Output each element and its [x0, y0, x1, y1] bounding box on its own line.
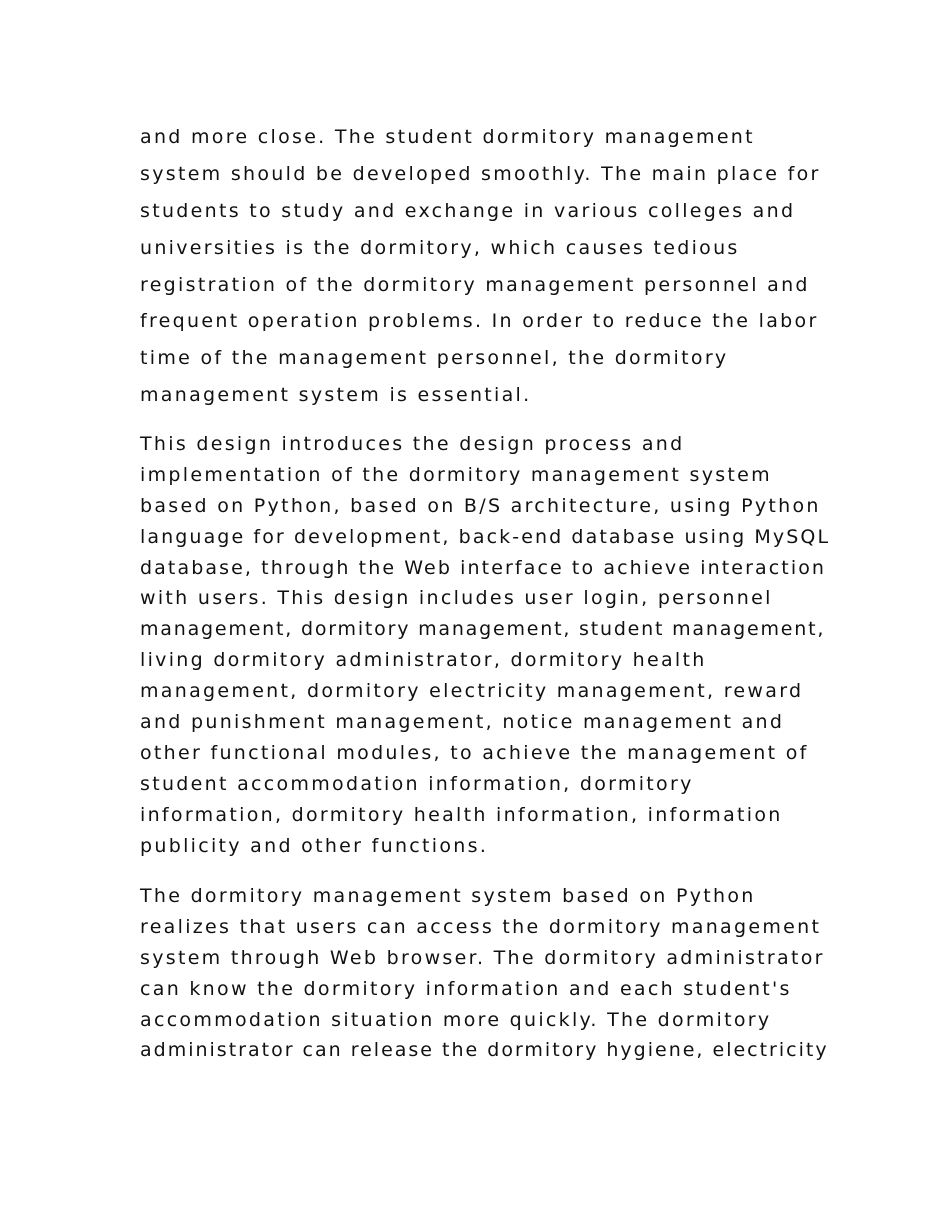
paragraph-line: management system is essential. [140, 384, 532, 407]
paragraph-line: accommodation situation more quickly. The dormitory [140, 1008, 772, 1031]
paragraph-line: publicity and other functions. [140, 834, 489, 857]
paragraph-line: realizes that users can access the dormitory management [140, 915, 822, 938]
paragraph-line: language for development, back-end database using MySQL [140, 525, 831, 548]
paragraph-line: implementation of the dormitory management system [140, 463, 772, 486]
paragraph-line: database, through the Web interface to achieve interaction [140, 556, 827, 579]
paragraph-line: management, dormitory electricity management, reward [140, 680, 804, 703]
paragraph-line: living dormitory administrator, dormitory health [140, 649, 707, 672]
paragraph-line: other functional modules, to achieve the management of [140, 741, 809, 764]
paragraph-design-intro [140, 429, 840, 861]
paragraph-line: management, dormitory management, student management, [140, 618, 826, 641]
paragraph-line: registration of the dormitory management personnel and [140, 273, 810, 296]
paragraph-line: students to study and exchange in various colleges and [140, 199, 796, 222]
paragraph-system-features [140, 881, 840, 1066]
paragraph-line: The dormitory management system based on Python [140, 885, 756, 907]
paragraph-line: frequent operation problems. In order to reduce the labor [140, 310, 819, 333]
paragraph-line: student accommodation information, dormitory [140, 772, 694, 795]
paragraph-line: system should be developed smoothly. The main place for [140, 162, 821, 185]
paragraph-line: with users. This design includes user login, personnel [140, 587, 773, 610]
paragraph-line: information, dormitory health information, information [140, 803, 783, 826]
paragraph-line: based on Python, based on B/S architecture, using Python [140, 494, 821, 517]
paragraph-line: time of the management personnel, the dormitory [140, 347, 729, 370]
paragraph-line: This design introduces the design process and [140, 433, 685, 455]
paragraph-line: can know the dormitory information and each student's [140, 977, 792, 1000]
paragraph-line: universities is the dormitory, which causes tedious [140, 236, 740, 259]
paragraph-line: and more close. The student dormitory management [140, 126, 755, 148]
paragraph-line: system through Web browser. The dormitory administrator [140, 946, 825, 969]
paragraph-intro-continued [140, 123, 840, 418]
paragraph-line: and punishment management, notice management and [140, 711, 785, 734]
paragraph-line: administrator can release the dormitory hygiene, electricity [140, 1039, 829, 1062]
